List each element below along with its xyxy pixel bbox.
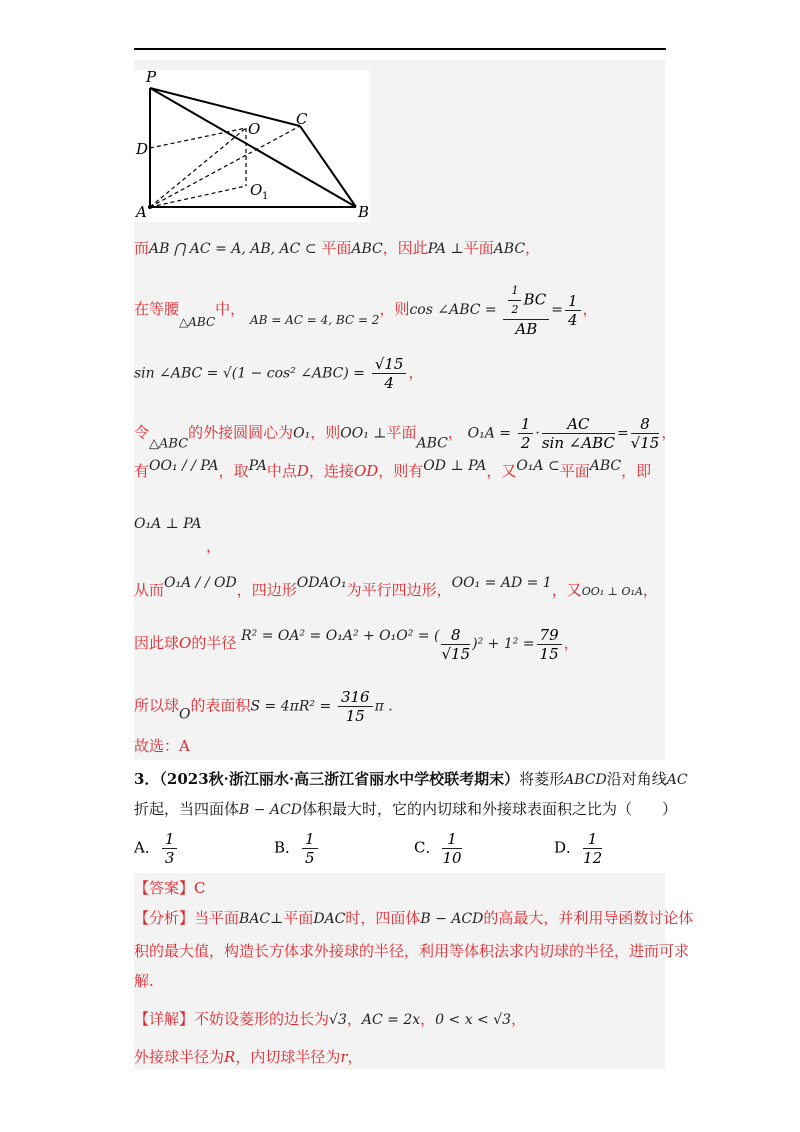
solution-line-1: 而AB ⋂ AC = A, AB, AC ⊂ 平面ABC，因此PA ⊥平面ABC， xyxy=(134,239,541,257)
answer-value: C xyxy=(194,879,206,897)
label-O1-sub: 1 xyxy=(262,191,269,202)
option-a[interactable]: A． $\frac{1}{3}$ xyxy=(134,830,179,867)
solution-line-7: 从而O₁A / / OD，四边形ODAO₁为平行四边形，OO₁ = AD = 1，又OO₁ ⊥ O₁A， xyxy=(134,575,658,599)
geometry-figure xyxy=(134,70,370,222)
solution-line-8: 因此球O的半径 R² = OA² = O₁A² + O₁O² = ( $\frac{8}{√15}$ )² + 1² = $\frac{79}{15}$ ， xyxy=(134,625,579,663)
edge-CB xyxy=(300,126,356,207)
seg-AO1 xyxy=(150,186,246,207)
solution-line-6: O₁A ⊥ PA ， xyxy=(134,516,222,555)
seg-AO xyxy=(150,128,246,207)
question-line-2: 折起，当四面体B − ACD体积最大时，它的内切球和外接球表面积之比为（ ） xyxy=(134,800,677,818)
label-D: D xyxy=(136,140,149,158)
detail-line-1: 【详解】不妨设菱形的边长为√3，AC = 2x，0 < x < √3， xyxy=(134,1010,527,1028)
label-O1: O xyxy=(250,181,263,199)
label-B: B xyxy=(358,203,370,221)
answer-label: 【答案】 xyxy=(134,879,195,897)
edge-PC xyxy=(150,88,300,126)
solution-line-5: 有OO₁ / / PA，取PA中点D，连接OD，则有OD ⊥ PA，又O₁A ⊂平面ABC，即 xyxy=(134,458,652,480)
label-P: P xyxy=(146,70,157,86)
pyramid-diagram xyxy=(134,70,370,222)
answer-line xyxy=(134,877,206,899)
solution-line-4: 令△ABC的外接圆圆心为O₁，则OO₁ ⊥平面ABC， O₁A = $\frac{1}{2}$ · $\frac{AC}{\text{sin ∠ABC}}$ = $\frac{8}{√15}$ ， xyxy=(134,415,677,452)
solution-line-9: 所以球O的表面积S = 4πR² = $\frac{316}{15}$ π . xyxy=(134,688,393,725)
question-line-1: 3．（2023秋·浙江丽水·高三浙江省丽水中学校联考期末）将菱形ABCD沿对角线AC xyxy=(134,770,688,788)
label-A: A xyxy=(136,203,147,221)
answer-background xyxy=(134,873,665,1069)
seg-DO xyxy=(150,128,246,148)
label-O: O xyxy=(248,120,261,138)
solution-line-2: 在等腰$_{\triangle ABC}$中， $_{AB = AC = 4, BC = 2}$，则cos ∠ABC = $\frac{1}{2}$ BC AB = $\frac{1}{4}$ ， xyxy=(134,284,598,338)
option-c[interactable]: C． $\frac{1}{10}$ xyxy=(414,830,462,867)
header-rule xyxy=(134,48,666,50)
point-A xyxy=(148,205,152,209)
analysis-line-2: 积的最大值，构造长方体求外接球的半径，利用等体积法求内切球的半径，进而可求 xyxy=(134,942,690,960)
solution-choice: 故选：A xyxy=(134,737,190,755)
option-d[interactable]: D． $\frac{1}{12}$ xyxy=(554,830,603,867)
analysis-line-1: 【分析】当平面BAC⊥平面DAC时，四面体B − ACD的高最大，并利用导函数讨论体 xyxy=(134,909,694,927)
detail-line-2: 外接球半径为R，内切球半径为r， xyxy=(134,1048,363,1066)
analysis-line-3: 解. xyxy=(134,972,154,990)
option-b[interactable]: B． $\frac{1}{5}$ xyxy=(274,830,320,867)
label-C: C xyxy=(296,110,308,128)
edge-AC xyxy=(150,126,300,207)
solution-line-3: sin ∠ABC = √(1 − cos² ∠ABC) = $\frac{√15}{4}$ ， xyxy=(134,355,424,392)
